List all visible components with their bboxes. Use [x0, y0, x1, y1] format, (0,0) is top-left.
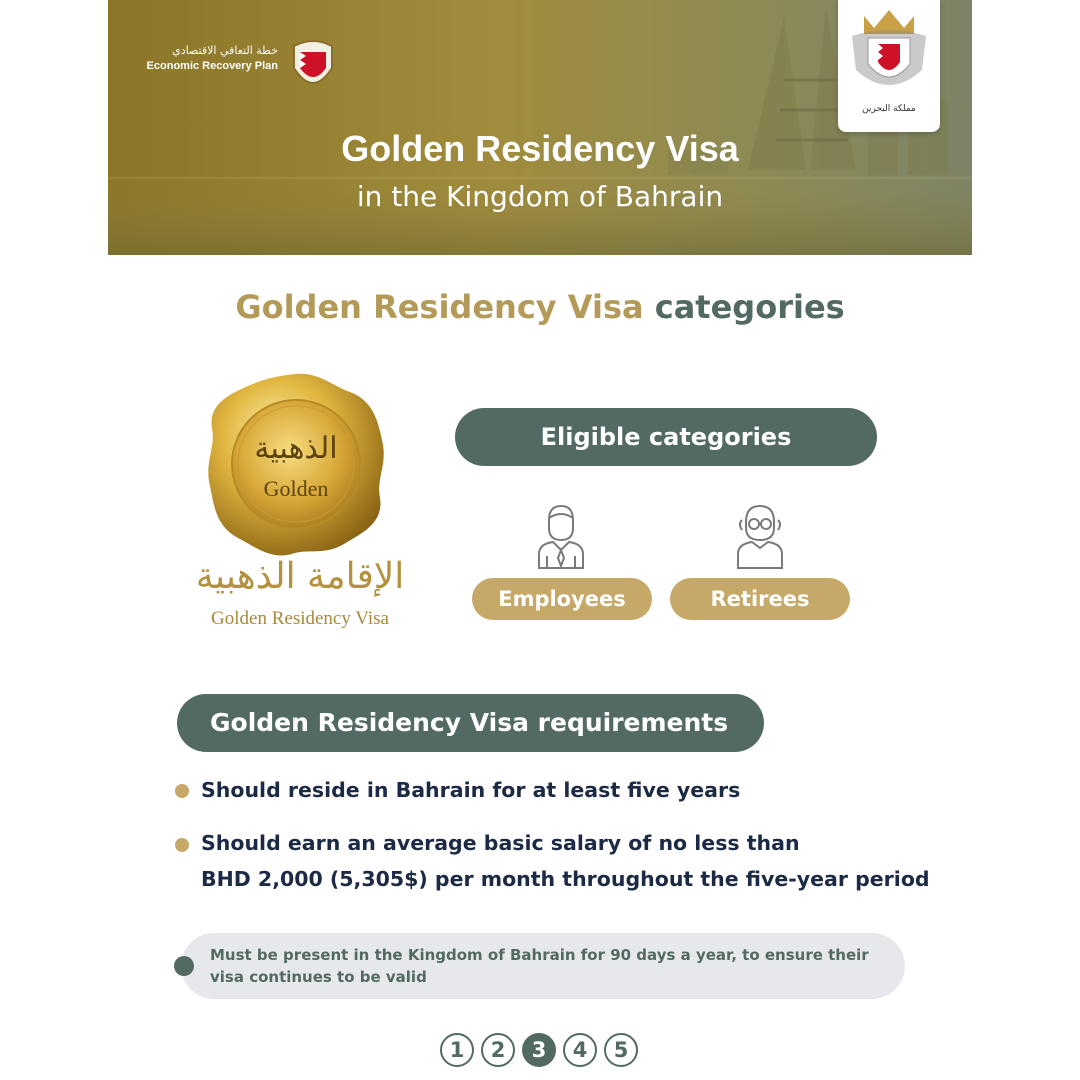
golden-seal-icon [200, 368, 390, 558]
header-title: Golden Residency Visa [341, 128, 739, 169]
erp-arabic-text: خطة التعافي الاقتصادي [172, 44, 278, 57]
requirements-heading-text: Golden Residency Visa requirements [210, 708, 729, 737]
categories-title-gold: Golden Residency Visa [235, 288, 644, 326]
seal-english-label: Golden Residency Visa [211, 608, 389, 629]
seal-arabic-label: الإقامة الذهبية [195, 556, 405, 597]
presence-note-text: Must be present in the Kingdom of Bahrain for 90 days a year, to ensure their visa continues to be valid [210, 946, 869, 986]
economic-recovery-plan-logo [138, 38, 338, 98]
requirement-salary-line2: BHD 2,000 (5,305$) per month throughout the five-year period [201, 867, 930, 891]
kingdom-crest-icon [838, 0, 940, 104]
header-subtitle: in the Kingdom of Bahrain [356, 180, 724, 213]
bahrain-emblem-icon [288, 38, 338, 98]
requirements-heading [177, 694, 764, 752]
employee-icon [531, 500, 591, 570]
eligible-categories-heading: Eligible categories [455, 408, 877, 466]
page-2[interactable]: 2 [481, 1033, 515, 1067]
header-banner [108, 0, 972, 255]
retirees-category: Retirees [670, 578, 850, 620]
employees-category: Employees [472, 578, 652, 620]
bullet-dot [175, 838, 189, 852]
requirement-salary-line1: Should earn an average basic salary of no less than [201, 831, 800, 855]
government-logo-card [838, 0, 940, 132]
page-5[interactable]: 5 [604, 1033, 638, 1067]
page-4[interactable]: 4 [563, 1033, 597, 1067]
bullet-dot [175, 784, 189, 798]
categories-title [0, 288, 1080, 326]
seal-arabic-inner: الذهبية [254, 431, 338, 466]
page-3-current[interactable]: 3 [522, 1033, 556, 1067]
requirement-residence: Should reside in Bahrain for at least five years [201, 778, 741, 802]
erp-english-text: Economic Recovery Plan [146, 60, 278, 72]
page-1[interactable]: 1 [440, 1033, 474, 1067]
categories-title-slate: categories [654, 288, 845, 326]
gov-logo-caption: مملكة البحرين [862, 104, 916, 114]
note-dot [174, 956, 194, 976]
retiree-icon [730, 500, 790, 570]
seal-english-inner: Golden [263, 476, 329, 501]
